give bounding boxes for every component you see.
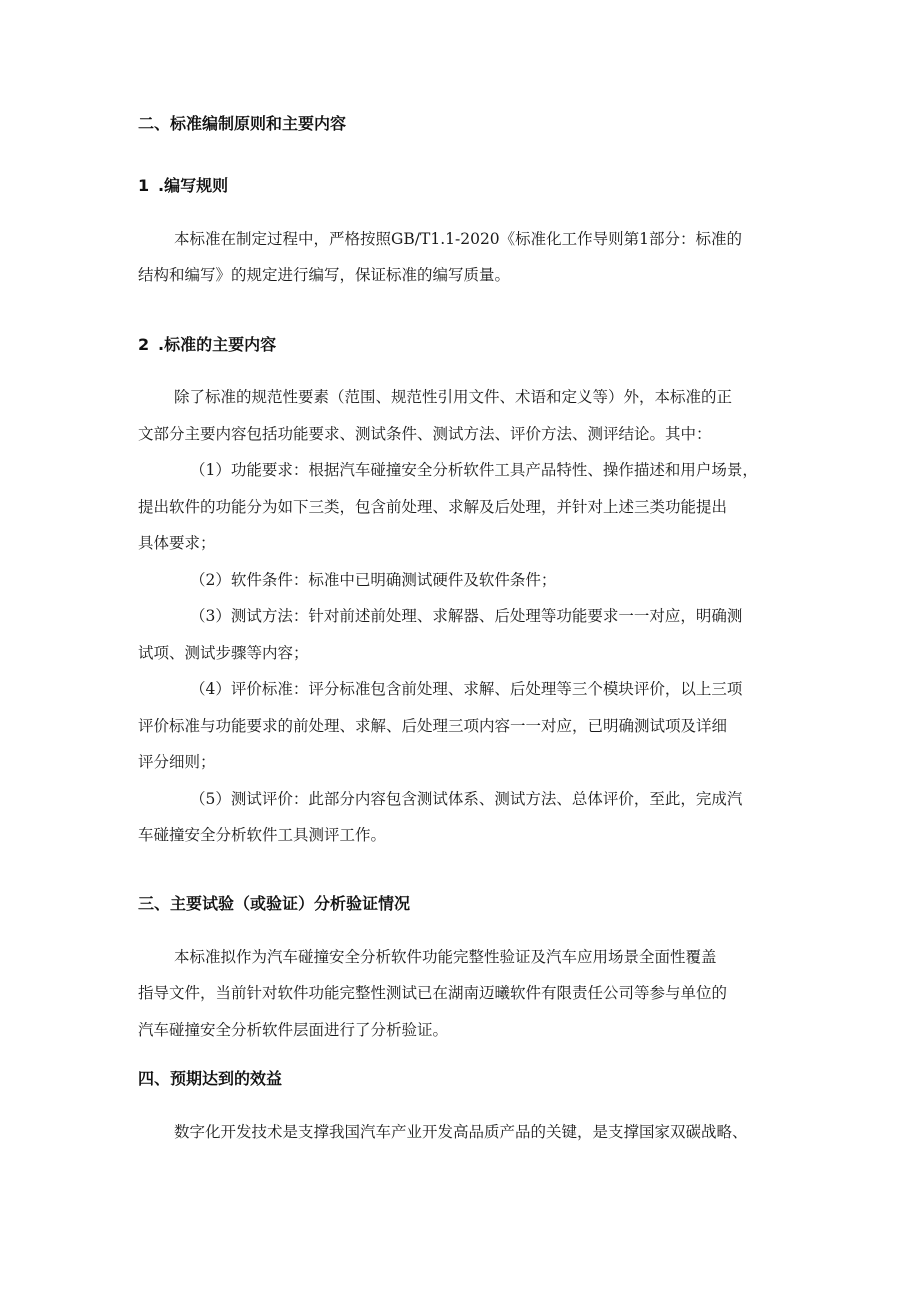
paragraph-line: 结构和编写》的规定进行编写，保证标准的编写质量。 bbox=[138, 266, 511, 284]
paragraph-line: 本标准在制定过程中，严格按照GB/T1.1-2020《标准化工作导则第1部分：标准的 bbox=[174, 230, 743, 248]
list-item-line: 车碰撞安全分析软件工具测评工作。 bbox=[138, 826, 387, 844]
list-item-line: 具体要求； bbox=[138, 534, 216, 552]
paragraph-line: 文部分主要内容包括功能要求、测试条件、测试方法、评价方法、测评结论。其中： bbox=[138, 425, 712, 443]
subsection-2-heading bbox=[138, 335, 276, 355]
list-item-line: （2）软件条件：标准中已明确测试硬件及软件条件； bbox=[190, 571, 557, 589]
list-item-line: （3）测试方法：针对前述前处理、求解器、后处理等功能要求一一对应，明确测 bbox=[190, 607, 743, 625]
section-3-heading: 三、主要试验（或验证）分析验证情况 bbox=[138, 894, 411, 913]
paragraph-line: 除了标准的规范性要素（范围、规范性引用文件、术语和定义等）外，本标准的正 bbox=[174, 388, 733, 406]
list-item-line: （1）功能要求：根据汽车碰撞安全分析软件工具产品特性、操作描述和用户场景， bbox=[190, 461, 758, 479]
paragraph-line: 汽车碰撞安全分析软件层面进行了分析验证。 bbox=[138, 1021, 449, 1039]
list-item-line: 评价标准与功能要求的前处理、求解、后处理三项内容一一对应，已明确测试项及详细 bbox=[138, 717, 728, 735]
list-item-line: 提出软件的功能分为如下三类，包含前处理、求解及后处理，并针对上述三类功能提出 bbox=[138, 498, 728, 516]
list-item-line: （4）评价标准：评分标准包含前处理、求解、后处理等三个模块评价，以上三项 bbox=[190, 680, 743, 698]
subsection-1-title: .编写规则 bbox=[158, 176, 229, 195]
section-4-heading: 四、预期达到的效益 bbox=[138, 1069, 283, 1088]
section-2-heading: 二、标准编制原则和主要内容 bbox=[138, 114, 347, 133]
subsection-1-heading bbox=[138, 176, 228, 196]
paragraph-line: 本标准拟作为汽车碰撞安全分析软件功能完整性验证及汽车应用场景全面性覆盖 bbox=[174, 948, 717, 966]
list-item-line: （5）测试评价：此部分内容包含测试体系、测试方法、总体评价，至此，完成汽 bbox=[190, 790, 743, 808]
subsection-2-title: .标准的主要内容 bbox=[158, 335, 277, 354]
list-item-line: 试项、测试步骤等内容； bbox=[138, 644, 309, 662]
paragraph-line: 数字化开发技术是支撑我国汽车产业开发高品质产品的关键，是支撑国家双碳战略、 bbox=[174, 1123, 748, 1141]
paragraph-line: 指导文件，当前针对软件功能完整性测试已在湖南迈曦软件有限责任公司等参与单位的 bbox=[138, 984, 728, 1002]
list-item-line: 评分细则； bbox=[138, 753, 216, 771]
subsection-2-number: 2 bbox=[138, 335, 150, 354]
subsection-1-number: 1 bbox=[138, 176, 150, 195]
